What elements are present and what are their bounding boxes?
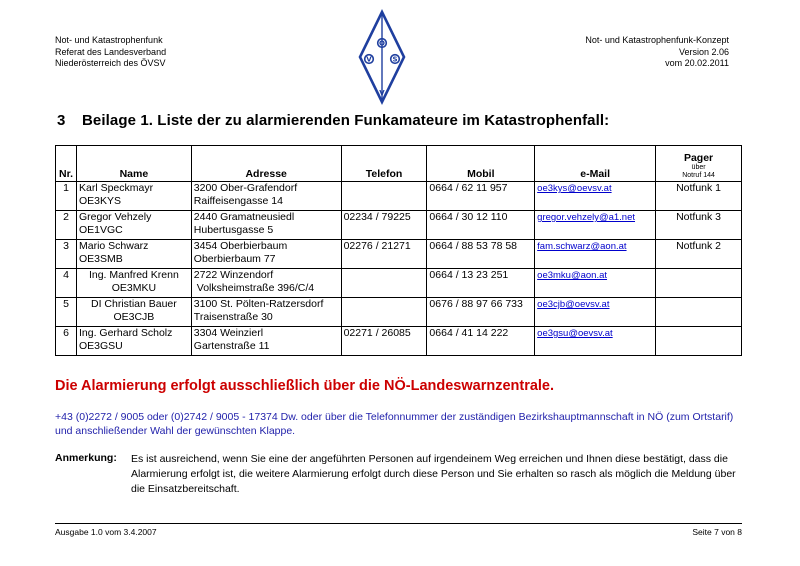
address-line: Gartenstraße 11: [193, 340, 270, 352]
mobil-cell: 0664 / 13 23 251: [427, 269, 535, 298]
email-link[interactable]: oe3kys@oevsv.at: [537, 183, 612, 194]
person-name: Ing. Manfred Krenn: [88, 269, 179, 281]
mobil-cell: 0664 / 62 11 957: [427, 182, 535, 211]
address-line: Hubertusgasse 5: [193, 224, 274, 236]
col-header-adresse: Adresse: [191, 146, 341, 182]
header-right: [585, 35, 729, 70]
mobil-cell: 0664 / 41 14 222: [427, 327, 535, 356]
address-line: 2722 Winzendorf: [193, 269, 274, 281]
email-link[interactable]: oe3mku@aon.at: [537, 270, 608, 281]
telefon-cell: [341, 298, 427, 327]
header-right-line: Not- und Katastrophenfunk-Konzept: [585, 35, 729, 45]
person-name: Karl Speckmayr: [78, 182, 154, 194]
alert-heading: Die Alarmierung erfolgt ausschließlich über die NÖ-Landeswarnzentrale.: [55, 378, 555, 394]
table-header-row: [56, 146, 742, 182]
table-row: [56, 269, 742, 298]
mobil-cell: 0664 / 88 53 78 58: [427, 240, 535, 269]
pager-header-sub: über: [691, 164, 706, 171]
address-cell: [191, 240, 341, 269]
header-left-line: Not- und Katastrophenfunk: [55, 35, 163, 45]
table-row: [56, 298, 742, 327]
pager-cell: [656, 327, 742, 356]
telefon-cell: 02271 / 26085: [341, 327, 427, 356]
header-right-line: Version 2.06: [678, 46, 729, 57]
oevsv-logo: [357, 9, 407, 105]
pager-cell: [656, 298, 742, 327]
address-line: 2440 Gramatneusiedl: [193, 211, 295, 223]
callsign: OE3KYS: [78, 195, 122, 207]
telefon-cell: 02276 / 21271: [341, 240, 427, 269]
col-header-mobil: Mobil: [427, 146, 535, 182]
row-number: 5: [56, 298, 77, 327]
col-header-nr: Nr.: [56, 146, 77, 182]
person-name: Mario Schwarz: [78, 240, 149, 252]
telefon-cell: 02234 / 79225: [341, 211, 427, 240]
name-cell: [76, 211, 191, 240]
address-line: Volksheimstraße 396/C/4: [196, 282, 315, 294]
address-cell: [191, 269, 341, 298]
name-cell: [76, 269, 191, 298]
col-header-email: e-Mail: [535, 146, 656, 182]
table-row: [56, 182, 742, 211]
email-link[interactable]: oe3cjb@oevsv.at: [537, 299, 610, 310]
table-row: [56, 327, 742, 356]
footer-page-number: Seite 7 von 8: [692, 527, 742, 537]
name-cell: [76, 240, 191, 269]
address-cell: [191, 298, 341, 327]
callsign: OE3MKU: [111, 282, 157, 294]
person-name: Ing. Gerhard Scholz: [78, 327, 173, 339]
email-cell: [535, 182, 656, 211]
address-line: 3100 St. Pölten-Ratzersdorf: [193, 298, 324, 310]
telefon-cell: [341, 182, 427, 211]
address-cell: [191, 211, 341, 240]
name-cell: [76, 182, 191, 211]
name-cell: [76, 298, 191, 327]
address-line: Traisenstraße 30: [193, 311, 273, 323]
email-cell: [535, 298, 656, 327]
mobil-cell: 0664 / 30 12 110: [427, 211, 535, 240]
address-line: Raiffeisengasse 14: [193, 195, 283, 207]
section-number: 3: [57, 112, 66, 129]
col-header-name: Name: [76, 146, 191, 182]
pager-cell: [656, 269, 742, 298]
address-line: Oberbierbaum 77: [193, 253, 276, 265]
telefon-cell: [341, 269, 427, 298]
section-title: Beilage 1. Liste der zu alarmierenden Funkamateure im Katastrophenfall:: [82, 112, 610, 129]
note-text: Es ist ausreichend, wenn Sie eine der angeführten Personen auf irgendeinem Weg erreichen und Ihnen diese bestätigt, dass die Alarmierung erfolgt ist, die weitere Alarmierung erfolgt durch diese Person und Sie erhalten so rasch als möglich die Meldung über die Einsatzbereitschaft.: [131, 453, 736, 495]
mobil-cell: 0676 / 88 97 66 733: [427, 298, 535, 327]
header-left-line: Niederösterreich des ÖVSV: [55, 58, 166, 68]
logo-letter: V: [366, 55, 372, 64]
row-number: 3: [56, 240, 77, 269]
row-number: 2: [56, 211, 77, 240]
address-line: 3304 Weinzierl: [193, 327, 264, 339]
address-cell: [191, 182, 341, 211]
note-label: Anmerkung:: [55, 452, 117, 464]
pager-cell: Notfunk 3: [656, 211, 742, 240]
pager-header-sub: Notruf 144: [682, 172, 715, 179]
row-number: 1: [56, 182, 77, 211]
person-name: DI Christian Bauer: [90, 298, 177, 310]
col-header-telefon: Telefon: [341, 146, 427, 182]
callsign: OE3SMB: [78, 253, 123, 265]
address-line: 3454 Oberbierbaum: [193, 240, 288, 252]
email-link[interactable]: gregor.vehzely@a1.net: [537, 212, 636, 223]
footer-edition: Ausgabe 1.0 vom 3.4.2007: [55, 527, 157, 537]
email-cell: [535, 211, 656, 240]
section-heading: [57, 112, 609, 129]
logo-letter: V: [379, 89, 385, 97]
email-cell: [535, 240, 656, 269]
col-header-pager: [656, 146, 742, 182]
header-right-line: vom 20.02.2011: [665, 58, 729, 68]
footer-divider: [55, 523, 742, 524]
address-line: 3200 Ober-Grafendorf: [193, 182, 298, 194]
name-cell: [76, 327, 191, 356]
header-left-line: Referat des Landesverband: [55, 46, 167, 57]
pager-header-label: Pager: [683, 152, 714, 164]
logo-letter: Ö: [379, 39, 385, 48]
logo-letter: S: [392, 55, 398, 64]
header-left: [55, 35, 166, 70]
callsign: OE1VGC: [78, 224, 123, 236]
callsign: OE3GSU: [78, 340, 123, 352]
radio-amateur-table: [55, 145, 742, 356]
email-cell: [535, 327, 656, 356]
phone-info: +43 (0)2272 / 9005 oder (0)2742 / 9005 - 17374 Dw. oder über die Telefonnummer der zuständigen Bezirkshauptmannschaft in NÖ (zum Ortstarif) und anschließender Wahl der gewünschten Klappe.: [55, 411, 734, 437]
callsign: OE3CJB: [113, 311, 155, 323]
pager-cell: Notfunk 2: [656, 240, 742, 269]
pager-cell: Notfunk 1: [656, 182, 742, 211]
person-name: Gregor Vehzely: [78, 211, 152, 223]
email-cell: [535, 269, 656, 298]
table-row: [56, 240, 742, 269]
table-row: [56, 211, 742, 240]
row-number: 6: [56, 327, 77, 356]
address-cell: [191, 327, 341, 356]
email-link[interactable]: oe3gsu@oevsv.at: [537, 328, 613, 339]
email-link[interactable]: fam.schwarz@aon.at: [537, 241, 627, 252]
row-number: 4: [56, 269, 77, 298]
